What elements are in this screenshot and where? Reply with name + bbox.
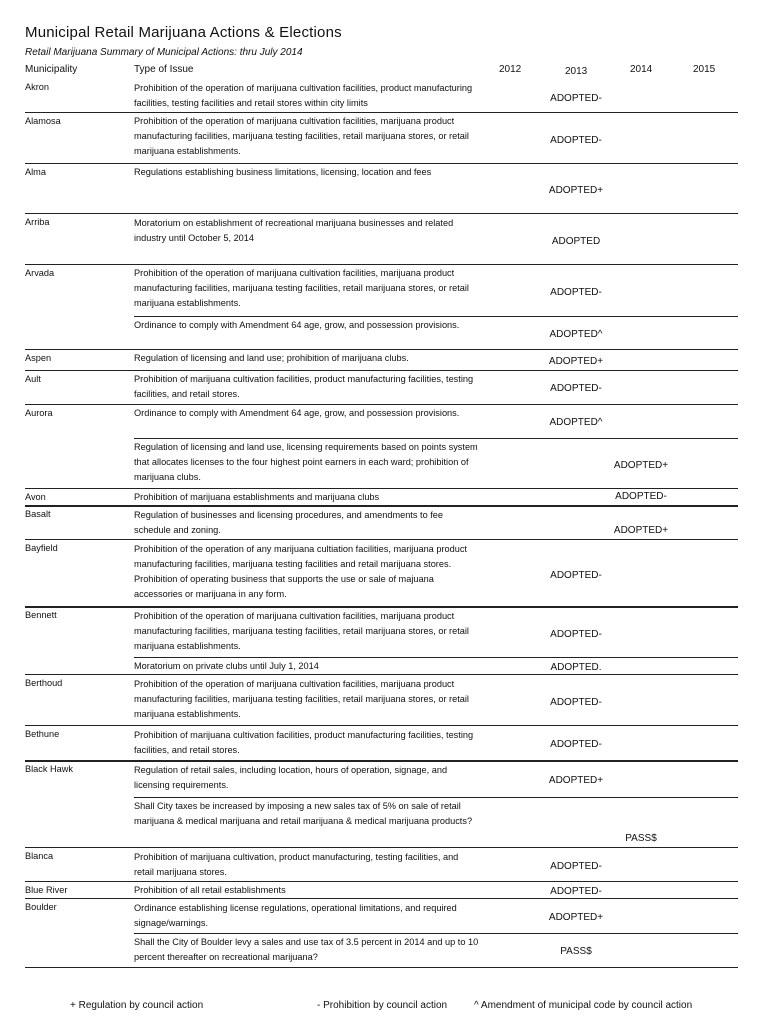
row-20-issue: Prohibition of all retail establishments [134,885,286,895]
row-divider [25,674,738,675]
row-divider [25,606,738,608]
row-11-status: ADOPTED+ [613,525,669,536]
row-8-issue: Ordinance to comply with Amendment 64 age, grow, and possession provisions. [134,408,460,418]
header-2012: 2012 [499,64,522,75]
row-22-issue: Shall the City of Boulder levy a sales and use tax of 3.5 percent in 2014 and up to 10 percent thereafter on recreational marijuana? [134,937,479,962]
row-divider [25,404,738,405]
row-13-issue: Prohibition of the operation of marijuana cultivation facilities, marijuana product manufacturing facilities, marijuana testing facilities, retail marijuana stores, or retail marijuana establishments. [134,611,469,651]
row-2-municipality: Alma [25,167,46,177]
row-divider [134,316,738,317]
row-5-status: ADOPTED^ [549,329,603,340]
row-divider [25,264,738,265]
row-divider [25,163,738,164]
row-4-municipality: Arvada [25,268,55,278]
row-8-municipality: Aurora [25,408,53,418]
row-3-status: ADOPTED [551,236,601,247]
header-2013: 2013 [565,66,588,77]
row-4-issue: Prohibition of the operation of marijuana cultivation facilities, marijuana product manufacturing facilities, marijuana testing facilities, retail marijuana stores, or retail marijuana establishments. [134,268,469,308]
row-divider [25,349,738,350]
header-issue: Type of Issue [134,64,194,75]
row-18-status: PASS$ [625,833,657,844]
legend-amendment: ^ Amendment of municipal code by council action [474,1000,693,1011]
row-21-issue: Ordinance establishing license regulations, operational limitations, and required signage/warnings. [134,903,457,928]
row-20-status: ADOPTED- [550,886,602,897]
row-1-municipality: Alamosa [25,116,61,126]
row-14-issue: Moratorium on private clubs until July 1, 2014 [134,661,319,671]
page-subtitle: Retail Marijuana Summary of Municipal Actions: thru July 2014 [25,47,303,58]
row-7-issue: Prohibition of marijuana cultivation facilities, product manufacturing facilities, testing facilities, and retail stores. [134,374,474,399]
row-11-municipality: Basalt [25,509,51,519]
row-13-municipality: Bennett [25,610,57,620]
row-17-status: ADOPTED+ [548,775,604,786]
row-12-issue: Prohibition of the operation of any marijuana cultiation facilities, marijuana product manufacturing facilities, marijuana testing facilities and retail marijuana stores. Prohibition of operating business that supports the use or sale of majuana accessories or marijuana in any form. [134,544,467,599]
row-10-status: ADOPTED- [615,491,667,502]
legend-prohibition: - Prohibition by council action [317,1000,448,1011]
row-2-status: ADOPTED+ [548,185,604,196]
row-16-municipality: Bethune [25,729,60,739]
legend-regulation: + Regulation by council action [70,1000,204,1011]
row-19-issue: Prohibition of marijuana cultivation, product manufacturing, testing facilities, and retail marijuana stores. [134,852,459,877]
row-15-status: ADOPTED- [550,697,602,708]
row-divider [25,881,738,882]
row-15-issue: Prohibition of the operation of marijuana cultivation facilities, marijuana product manufacturing facilities, marijuana testing facilities, retail marijuana stores, or retail marijuana establishments. [134,679,469,719]
row-7-status: ADOPTED- [550,383,602,394]
row-divider [25,725,738,726]
row-9-status: ADOPTED+ [613,460,669,471]
row-8-status: ADOPTED^ [549,417,603,428]
row-10-municipality: Avon [25,492,46,502]
row-divider [25,898,738,899]
row-7-municipality: Ault [25,374,41,384]
row-divider [25,967,738,968]
row-6-municipality: Aspen [25,353,52,363]
row-6-status: ADOPTED+ [548,356,604,367]
row-divider [134,438,738,439]
row-divider [134,657,738,658]
row-14-status: ADOPTED. [550,662,602,673]
row-1-status: ADOPTED- [550,135,602,146]
row-3-issue: Moratorium on establishment of recreational marijuana businesses and related industry until October 5, 2014 [134,218,454,243]
row-divider [134,933,738,934]
row-divider [25,370,738,371]
row-5-issue: Ordinance to comply with Amendment 64 age, grow, and possession provisions. [134,320,460,330]
row-divider [25,112,738,113]
page-title: Municipal Retail Marijuana Actions & Elections [25,24,342,41]
row-15-municipality: Berthoud [25,678,63,688]
row-divider [134,797,738,798]
row-4-status: ADOPTED- [550,287,602,298]
row-13-status: ADOPTED- [550,629,602,640]
row-16-status: ADOPTED- [550,739,602,750]
row-divider [25,488,738,489]
header-2015: 2015 [693,64,716,75]
row-2-issue: Regulations establishing business limitations, licensing, location and fees [134,167,432,177]
row-19-municipality: Blanca [25,851,54,861]
row-10-issue: Prohibition of marijuana establishments and marijuana clubs [134,492,380,502]
row-12-municipality: Bayfield [25,543,58,553]
row-0-status: ADOPTED- [550,93,602,104]
row-17-municipality: Black Hawk [25,764,73,774]
row-21-status: ADOPTED+ [548,912,604,923]
header-municipality: Municipality [25,64,78,75]
row-0-issue: Prohibition of the operation of marijuana cultivation facilities, product manufacturing facilities, testing facilities and retail stores within city limits [134,83,473,108]
row-3-municipality: Arriba [25,217,50,227]
row-20-municipality: Blue River [25,885,68,895]
row-22-status: PASS$ [560,946,592,957]
row-17-issue: Regulation of retail sales, including location, hours of operation, signage, and licensing requirements. [134,765,448,790]
row-16-issue: Prohibition of marijuana cultivation facilities, product manufacturing facilities, testing facilities, and retail stores. [134,730,474,755]
row-6-issue: Regulation of licensing and land use; prohibition of marijuana clubs. [134,353,409,363]
row-18-issue: Shall City taxes be increased by imposing a new sales tax of 5% on sale of retail marijuana & medical marijuana and retail marijuana & medical marijuana products? [134,801,473,826]
row-divider [25,847,738,848]
row-divider [25,505,738,507]
header-2014: 2014 [630,64,653,75]
row-12-status: ADOPTED- [550,570,602,581]
row-divider [25,539,738,540]
row-11-issue: Regulation of businesses and licensing procedures, and amendments to fee schedule and zoning. [134,510,443,535]
row-19-status: ADOPTED- [550,861,602,872]
row-1-issue: Prohibition of the operation of marijuana cultivation facilities, marijuana product manufacturing facilities, marijuana testing facilities, retail marijuana stores, or retail marijuana establishments. [134,116,469,156]
row-divider [25,213,738,214]
row-divider [25,760,738,762]
row-21-municipality: Boulder [25,902,57,912]
row-9-issue: Regulation of licensing and land use, licensing requirements based on points system that allocates licenses to the four highest point earners in each ward; prohibition of marijuana clubs. [134,442,478,482]
row-0-municipality: Akron [25,82,50,92]
